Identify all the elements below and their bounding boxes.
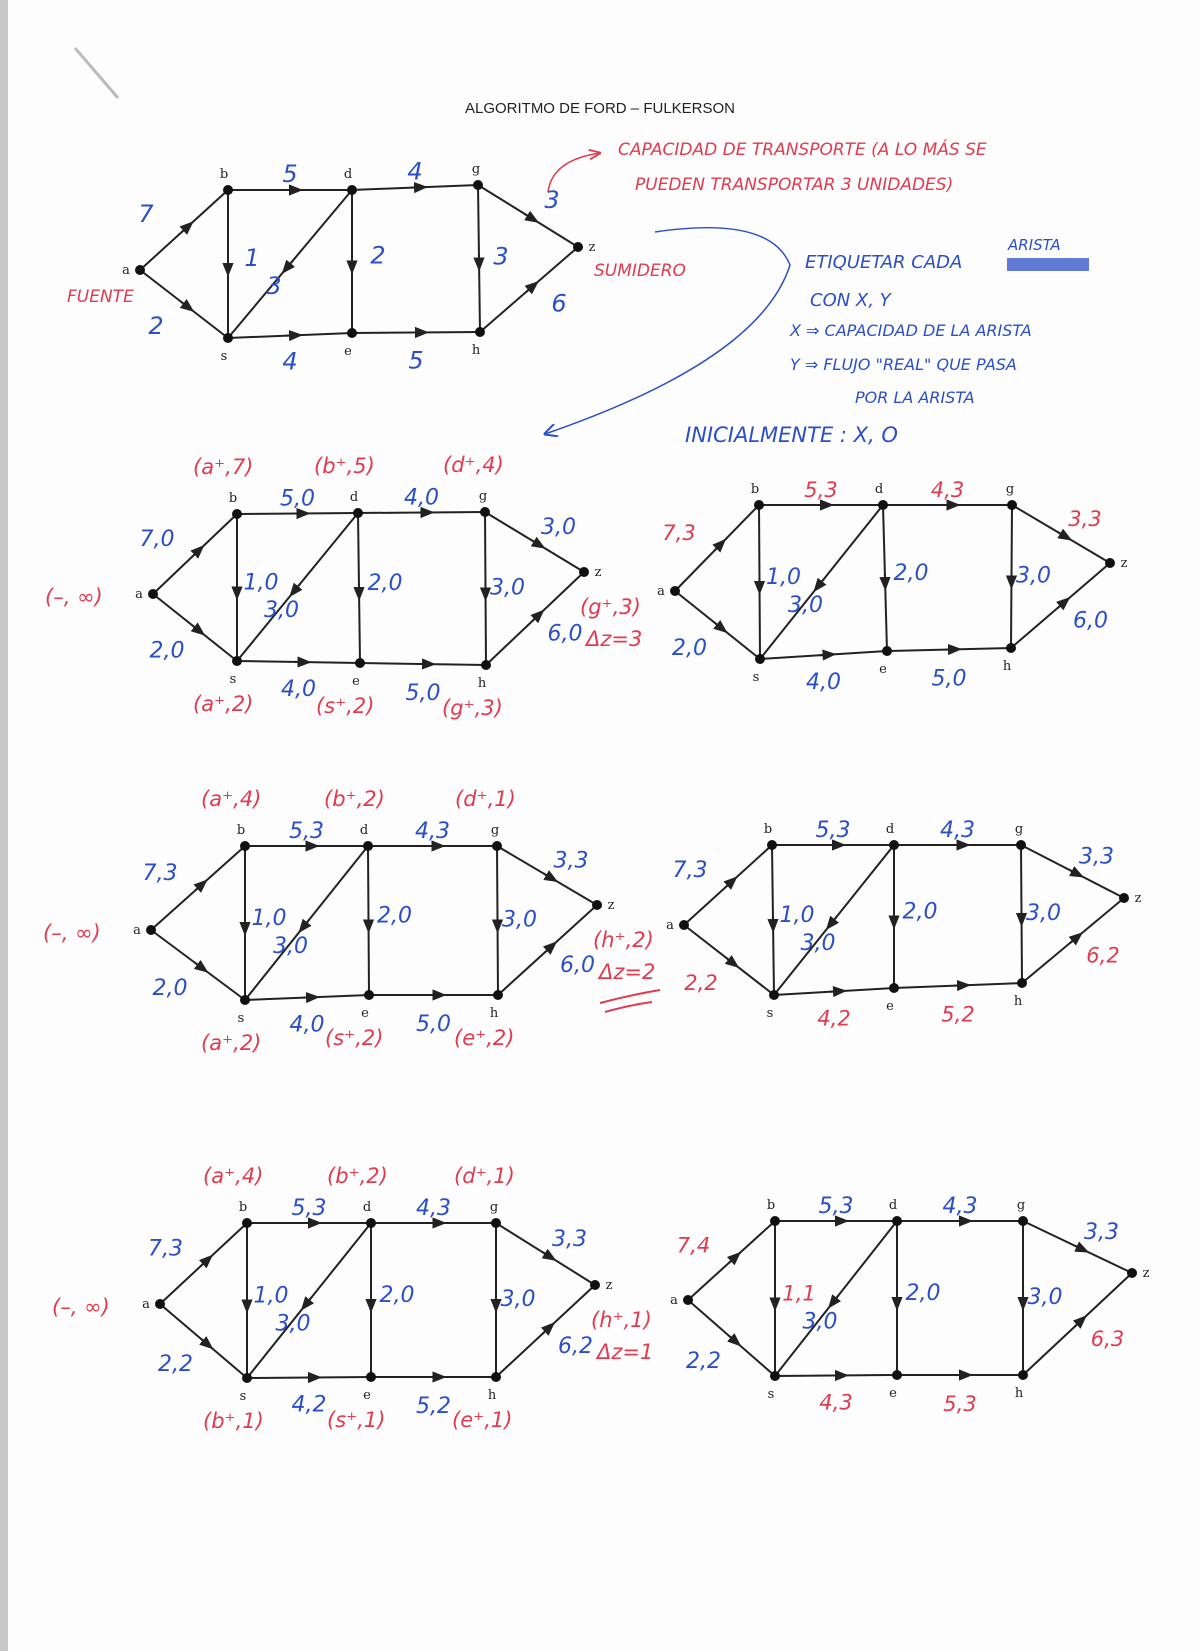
node-name-h: h xyxy=(1014,1386,1024,1401)
node-name-g: g xyxy=(471,162,481,177)
edge-label-bs: 1,0 xyxy=(251,906,287,931)
edge-arrow-hz xyxy=(545,946,552,953)
edge-arrow-ds xyxy=(286,261,292,269)
delta-underline xyxy=(605,1002,652,1012)
node-s xyxy=(755,654,765,664)
edge-label-ds: 3,0 xyxy=(275,1311,311,1337)
node-g xyxy=(480,507,490,517)
node-a xyxy=(155,1299,165,1309)
edge-arrow-hz xyxy=(1070,937,1078,943)
edge-label-se: 4 xyxy=(282,347,298,376)
node-e xyxy=(889,983,899,993)
node-label-d: (b⁺,2) xyxy=(324,787,385,811)
node-name-e: e xyxy=(361,1006,369,1021)
node-g xyxy=(492,841,502,851)
node-h xyxy=(481,660,491,670)
flow-graph-1 xyxy=(122,158,595,376)
node-name-d: d xyxy=(349,490,359,505)
edge-arrow-hz xyxy=(1075,1320,1082,1327)
edge-label-eh: 5,2 xyxy=(416,1394,451,1419)
edge-label-hz: 6 xyxy=(551,289,567,318)
edge-arrow-hz xyxy=(526,286,534,293)
edge-label-bd: 5,0 xyxy=(280,486,315,512)
node-name-e: e xyxy=(344,344,352,359)
node-b xyxy=(767,840,777,850)
node-d xyxy=(878,500,888,510)
edge-label-ds: 3,0 xyxy=(264,598,299,623)
node-name-s: s xyxy=(766,1006,774,1021)
edge-label-hz: 6,2 xyxy=(1086,943,1120,968)
node-b xyxy=(242,1218,252,1228)
edge-label-se: 4,3 xyxy=(819,1390,853,1415)
flow-graph-2 xyxy=(45,453,642,720)
edge-arrow-se xyxy=(820,655,830,656)
node-d xyxy=(363,841,373,851)
edge-label-dg: 4,3 xyxy=(416,1196,451,1221)
edge-label-gh: 3,0 xyxy=(500,1287,536,1312)
node-name-s: s xyxy=(220,349,228,364)
sumidero-label: SUMIDERO xyxy=(594,261,686,281)
left-edge-shadow xyxy=(0,0,8,1651)
node-label-e: (s⁺,1) xyxy=(327,1408,386,1432)
edge-arrow-ds xyxy=(303,920,309,928)
node-a xyxy=(135,265,145,275)
edge-label-gh: 3,0 xyxy=(1027,1285,1063,1310)
edge-arrow-ab xyxy=(725,881,732,888)
node-name-h: h xyxy=(477,676,487,691)
node-z xyxy=(1105,558,1115,568)
edge-arrow-as xyxy=(726,958,734,964)
node-label-e: (s⁺,2) xyxy=(316,694,375,718)
edge-label-se: 4,0 xyxy=(281,677,316,702)
node-name-s: s xyxy=(237,1011,245,1026)
edge-label-de: 2,0 xyxy=(905,1281,941,1306)
inicialmente-note: INICIALMENTE : X, O xyxy=(685,423,898,447)
edge-label-gz: 3,3 xyxy=(1084,1220,1119,1245)
edge-arrow-gz xyxy=(1074,1245,1083,1249)
edge-label-gz: 3,3 xyxy=(1079,844,1114,870)
node-label-a: (–, ∞) xyxy=(45,585,103,609)
flow-graph-6 xyxy=(52,1164,653,1433)
edge-label-ab: 7,3 xyxy=(662,521,696,545)
y-definition-line2: POR LA ARISTA xyxy=(855,388,975,407)
node-name-g: g xyxy=(478,489,488,504)
node-label-s: (a⁺,2) xyxy=(201,1031,262,1055)
edge-label-gz: 3 xyxy=(544,186,560,214)
node-z xyxy=(573,242,583,252)
node-name-h: h xyxy=(489,1006,499,1021)
edge-arrow-as xyxy=(195,963,203,969)
edge-label-bs: 1,0 xyxy=(243,570,279,596)
node-h xyxy=(1018,1370,1028,1380)
edge-arrow-as xyxy=(728,1335,736,1342)
node-name-d: d xyxy=(874,482,884,497)
edge-label-se: 4,2 xyxy=(291,1392,327,1418)
node-name-b: b xyxy=(750,482,760,497)
delta-z-label: Δz=1 xyxy=(597,1340,654,1364)
edge-label-ds: 3,0 xyxy=(788,593,823,618)
flow-graph-3 xyxy=(657,478,1127,695)
delta-underlines xyxy=(600,990,660,1012)
etiquetar-note-line1: ETIQUETAR CADA xyxy=(805,252,963,273)
node-h xyxy=(1006,643,1016,653)
node-name-a: a xyxy=(670,1293,678,1308)
edge-label-ds: 3 xyxy=(266,272,282,300)
edge-label-ab: 7,3 xyxy=(148,1236,183,1262)
edge-arrow-ab xyxy=(729,1256,736,1263)
edge-label-gh: 3,0 xyxy=(1016,563,1051,589)
edge-arrow-ab xyxy=(181,226,188,233)
node-g xyxy=(1018,1216,1028,1226)
edge-arrow-ab xyxy=(192,550,199,557)
node-name-b: b xyxy=(219,167,229,182)
node-name-b: b xyxy=(236,823,246,838)
capacidad-note-line2: PUEDEN TRANSPORTAR 3 UNIDADES) xyxy=(635,175,954,195)
edge-label-as: 2,2 xyxy=(684,971,718,995)
node-label-b: (a⁺,4) xyxy=(203,1164,264,1188)
edge-label-as: 2,2 xyxy=(686,1349,721,1374)
etiquetar-arista-word: ARISTA xyxy=(1008,236,1061,254)
node-g xyxy=(473,180,483,190)
edge-label-gh: 3,0 xyxy=(490,575,525,601)
node-label-g: (d⁺,1) xyxy=(455,787,516,811)
x-definition: X ⇒ CAPACIDAD DE LA ARISTA xyxy=(790,321,1032,340)
edge-label-hz: 6,0 xyxy=(547,621,583,647)
node-label-d: (b⁺,2) xyxy=(327,1164,388,1188)
node-name-a: a xyxy=(666,918,674,933)
edge-arrow-as xyxy=(714,623,722,629)
edge-arrow-ab xyxy=(714,544,721,551)
node-z xyxy=(592,900,602,910)
node-name-z: z xyxy=(607,898,615,913)
node-name-s: s xyxy=(752,670,760,685)
flow-graph-4 xyxy=(43,787,655,1055)
node-a xyxy=(148,589,158,599)
node-b xyxy=(754,500,764,510)
node-a xyxy=(146,925,156,935)
edge-label-de: 2,0 xyxy=(902,899,938,925)
node-name-e: e xyxy=(889,1386,897,1401)
node-name-g: g xyxy=(1016,1198,1026,1213)
node-h xyxy=(491,1372,501,1382)
node-a xyxy=(683,1295,693,1305)
flow-graph-5 xyxy=(666,818,1141,1031)
edge-label-de: 2,0 xyxy=(377,903,412,929)
node-e xyxy=(355,658,365,668)
node-z xyxy=(1127,1268,1137,1278)
edge-arrow-gz xyxy=(1058,532,1067,537)
etiquetar-note-line2: CON X, Y xyxy=(810,290,891,311)
node-name-z: z xyxy=(1134,891,1142,906)
node-name-a: a xyxy=(142,1297,150,1312)
edge-label-gz: 3,3 xyxy=(1068,507,1102,531)
node-label-s: (a⁺,2) xyxy=(193,692,254,716)
edge-label-se: 4,0 xyxy=(806,670,841,695)
edge-label-bd: 5,3 xyxy=(289,819,324,844)
edge-label-bs: 1,0 xyxy=(253,1283,289,1309)
edge-label-bs: 1,1 xyxy=(782,1281,816,1306)
node-h xyxy=(1017,978,1027,988)
node-name-d: d xyxy=(885,822,895,837)
edge-label-as: 2,0 xyxy=(672,636,707,661)
edge-arrow-gz xyxy=(525,214,533,219)
edge-label-eh: 5 xyxy=(408,346,424,375)
node-name-z: z xyxy=(605,1278,613,1293)
flow-graph-7 xyxy=(670,1194,1149,1416)
node-label-s: (b⁺,1) xyxy=(203,1409,264,1433)
edge-label-as: 2 xyxy=(148,312,164,340)
node-name-d: d xyxy=(888,1198,898,1213)
edge-label-as: 2,0 xyxy=(149,638,185,664)
node-e xyxy=(882,646,892,656)
edge-label-dg: 4 xyxy=(407,157,423,186)
node-name-b: b xyxy=(228,491,238,506)
etiquetar-pointer xyxy=(545,228,790,434)
edge-label-dg: 4,0 xyxy=(404,485,439,511)
node-a xyxy=(679,920,689,930)
node-label-g: (d⁺,1) xyxy=(454,1164,515,1188)
node-name-e: e xyxy=(352,674,360,689)
node-z xyxy=(1119,893,1129,903)
node-d xyxy=(347,185,357,195)
edge-label-eh: 5,0 xyxy=(405,681,441,706)
node-d xyxy=(889,840,899,850)
edge-label-ab: 7,3 xyxy=(142,861,178,886)
node-a xyxy=(670,586,680,596)
edge-label-gh: 3 xyxy=(493,242,509,271)
edge-label-de: 2,0 xyxy=(379,1283,415,1308)
node-name-a: a xyxy=(135,587,143,602)
node-name-a: a xyxy=(122,263,130,278)
edge-arrow-hz xyxy=(1057,602,1065,609)
edge-arrow-as xyxy=(200,1338,208,1344)
edge-arrow-gz xyxy=(531,540,540,545)
node-label-h: (e⁺,2) xyxy=(454,1026,515,1050)
edge-label-gz: 3,0 xyxy=(541,515,576,540)
node-e xyxy=(892,1370,902,1380)
delta-z-label: Δz=3 xyxy=(586,627,643,651)
node-label-g: (d⁺,4) xyxy=(443,453,504,477)
node-e xyxy=(347,328,357,338)
node-s xyxy=(223,333,233,343)
edge-label-gz: 3,3 xyxy=(552,1227,587,1252)
node-name-h: h xyxy=(1002,659,1012,674)
edge-arrow-ab xyxy=(195,884,202,891)
node-d xyxy=(366,1218,376,1228)
node-name-z: z xyxy=(588,240,596,255)
edge-label-dg: 4,3 xyxy=(415,819,450,844)
edge-label-bd: 5 xyxy=(282,160,298,188)
node-b xyxy=(240,841,250,851)
node-g xyxy=(1016,840,1026,850)
node-name-h: h xyxy=(471,343,481,358)
edge-arrow-ab xyxy=(201,1259,208,1266)
node-name-g: g xyxy=(490,823,500,838)
node-label-z: (h⁺,1) xyxy=(591,1308,652,1332)
edge-label-as: 2,2 xyxy=(158,1352,193,1377)
node-label-b: (a⁺,7) xyxy=(193,455,254,479)
edge-arrow-ds xyxy=(305,1297,311,1305)
edge-label-bs: 1,0 xyxy=(766,565,801,590)
node-name-s: s xyxy=(767,1387,775,1402)
edge-label-as: 2,0 xyxy=(152,976,188,1001)
edge-label-gz: 3,3 xyxy=(553,848,589,874)
node-name-z: z xyxy=(1120,556,1128,571)
edge-label-gh: 3,0 xyxy=(502,907,537,933)
edge-label-hz: 6,2 xyxy=(558,1334,593,1359)
edge-arrow-hz xyxy=(532,614,539,621)
edge-arrow-se xyxy=(830,991,840,992)
node-g xyxy=(491,1218,501,1228)
node-e xyxy=(364,990,374,1000)
edge-label-dg: 4,3 xyxy=(940,818,975,843)
edge-arrow-gz xyxy=(1069,870,1078,875)
node-s xyxy=(769,990,779,1000)
node-name-b: b xyxy=(238,1200,248,1215)
edge-arrow-gz xyxy=(542,1252,550,1257)
edge-label-bs: 1 xyxy=(244,244,260,272)
node-g xyxy=(1007,500,1017,510)
node-e xyxy=(366,1372,376,1382)
node-label-h: (g⁺,3) xyxy=(442,696,503,720)
node-b xyxy=(232,509,242,519)
node-name-z: z xyxy=(594,565,602,580)
node-name-g: g xyxy=(1005,482,1015,497)
node-name-z: z xyxy=(1142,1266,1150,1281)
node-h xyxy=(493,990,503,1000)
scribble-out xyxy=(1007,258,1089,271)
edge-label-de: 2,0 xyxy=(367,571,403,596)
node-name-h: h xyxy=(487,1388,497,1403)
fuente-label: FUENTE xyxy=(67,287,134,307)
edge-label-se: 4,0 xyxy=(289,1012,325,1038)
node-name-g: g xyxy=(1014,822,1024,837)
edge-label-eh: 5,0 xyxy=(931,666,967,692)
node-name-b: b xyxy=(763,822,773,837)
edge-label-eh: 5,0 xyxy=(416,1012,451,1037)
edge-label-bd: 5,3 xyxy=(818,1194,854,1219)
edge-label-hz: 6,3 xyxy=(1090,1327,1125,1351)
node-label-a: (–, ∞) xyxy=(52,1295,110,1319)
capacidad-note-line1: CAPACIDAD DE TRANSPORTE (A LO MÁS SE xyxy=(618,140,987,160)
edge-arrow-hz xyxy=(543,1327,550,1334)
node-name-s: s xyxy=(239,1389,247,1404)
edge-label-ab: 7,0 xyxy=(139,527,175,552)
node-d xyxy=(353,508,363,518)
node-label-e: (s⁺,2) xyxy=(325,1026,384,1050)
edge-label-ds: 3,0 xyxy=(273,934,308,959)
node-s xyxy=(770,1371,780,1381)
page-title: ALGORITMO DE FORD – FULKERSON xyxy=(464,100,736,117)
node-name-h: h xyxy=(1013,994,1023,1009)
node-label-a: (–, ∞) xyxy=(43,921,101,945)
edge-arrow-as xyxy=(181,302,189,308)
y-definition-line1: Y ⇒ FLUJO "REAL" QUE PASA xyxy=(790,355,1017,374)
node-label-h: (e⁺,1) xyxy=(452,1408,513,1432)
edge-label-ds: 3,0 xyxy=(800,931,836,956)
edge-label-ab: 7 xyxy=(138,200,154,228)
staple-mark xyxy=(75,48,118,98)
node-b xyxy=(770,1216,780,1226)
edge-label-gh: 3,0 xyxy=(1026,901,1061,926)
node-name-e: e xyxy=(879,662,887,677)
node-name-g: g xyxy=(489,1200,499,1215)
edge-label-ab: 7,3 xyxy=(672,858,708,883)
edge-arrow-ds xyxy=(294,584,300,592)
edge-arrow-ds xyxy=(830,917,836,925)
edge-label-bd: 5,3 xyxy=(291,1196,327,1221)
edge-label-bs: 1,0 xyxy=(779,903,815,928)
node-name-d: d xyxy=(359,823,369,838)
node-label-z: (g⁺,3) xyxy=(580,595,641,619)
node-z xyxy=(590,1280,600,1290)
node-name-a: a xyxy=(657,584,665,599)
node-s xyxy=(232,656,242,666)
node-name-d: d xyxy=(362,1200,372,1215)
node-d xyxy=(892,1216,902,1226)
node-name-e: e xyxy=(886,999,894,1014)
edge-label-eh: 5,2 xyxy=(941,1002,975,1027)
node-label-d: (b⁺,5) xyxy=(314,454,375,478)
edge-label-hz: 6,0 xyxy=(1073,608,1108,634)
edge-arrow-as xyxy=(192,625,200,631)
edge-label-eh: 5,3 xyxy=(943,1392,977,1416)
edge-arrow-gz xyxy=(544,873,553,878)
node-b xyxy=(223,185,233,195)
node-name-s: s xyxy=(229,672,237,687)
edge-label-se: 4,2 xyxy=(817,1006,851,1031)
edge-arrow-ds xyxy=(832,1295,838,1303)
node-label-z: (h⁺,2) xyxy=(593,928,654,952)
edge-label-ab: 7,4 xyxy=(676,1233,711,1258)
delta-z-label: Δz=2 xyxy=(599,960,656,984)
graph-collection xyxy=(43,158,1150,1434)
edge-label-dg: 4,3 xyxy=(930,478,965,502)
edge-label-bd: 5,3 xyxy=(804,478,838,502)
edge-label-hz: 6,0 xyxy=(560,953,595,978)
node-s xyxy=(240,995,250,1005)
node-s xyxy=(242,1373,252,1383)
edge-label-dg: 4,3 xyxy=(942,1194,978,1219)
node-z xyxy=(579,567,589,577)
edge-label-de: 2 xyxy=(370,241,386,270)
node-name-e: e xyxy=(363,1388,371,1403)
node-label-b: (a⁺,4) xyxy=(201,787,262,811)
node-name-a: a xyxy=(133,923,141,938)
delta-underline xyxy=(600,990,660,1003)
edge-label-de: 2,0 xyxy=(893,561,929,586)
edge-arrow-ds xyxy=(818,579,824,587)
node-name-b: b xyxy=(766,1198,776,1213)
node-name-d: d xyxy=(343,167,353,182)
edge-label-bd: 5,3 xyxy=(815,818,851,843)
node-h xyxy=(475,327,485,337)
edge-label-ds: 3,0 xyxy=(802,1309,838,1335)
